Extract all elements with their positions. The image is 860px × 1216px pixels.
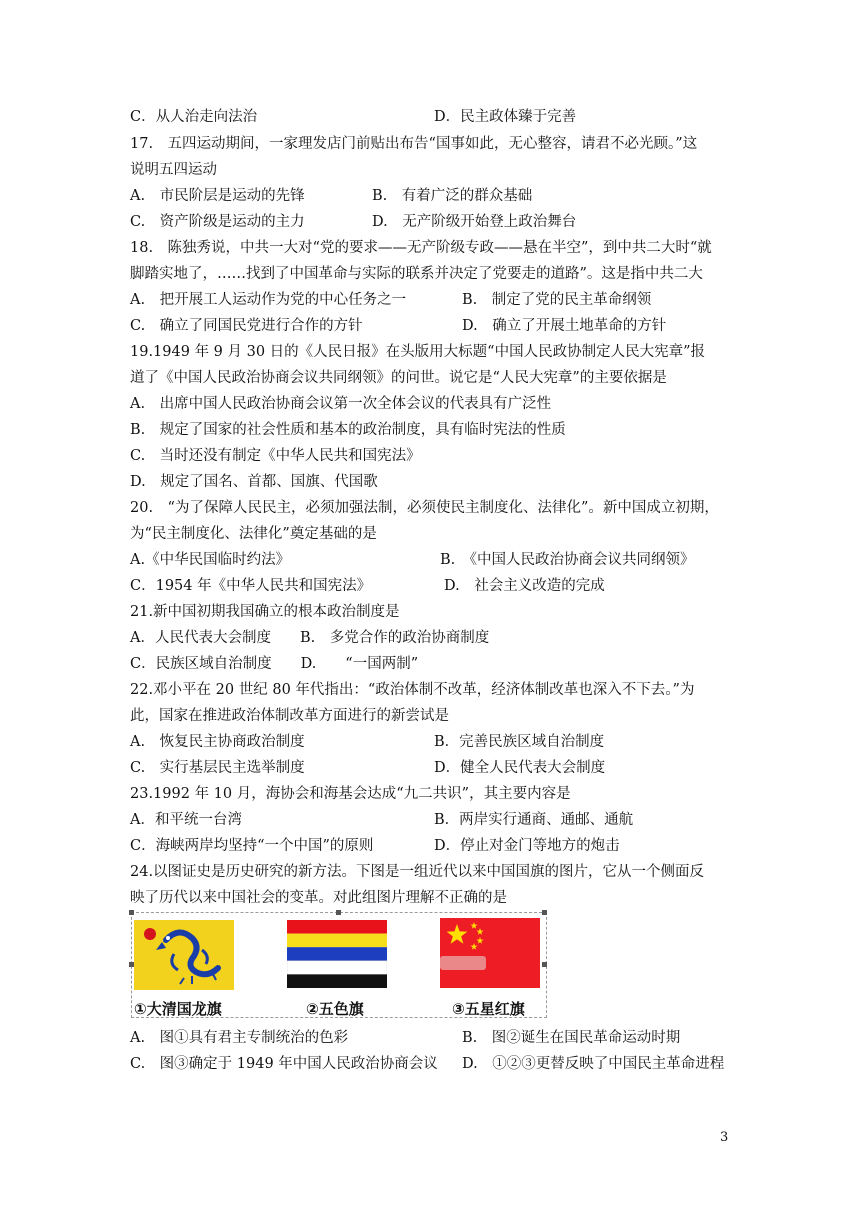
page-number: 3 — [720, 1130, 729, 1145]
question-20-option-a: A.《中华民国临时约法》 — [130, 552, 291, 568]
question-23-option-a: A．和平统一台湾 — [130, 812, 242, 828]
question-17-option-c: C. 资产阶级是运动的主力 — [130, 214, 305, 230]
question-18-stem-cont: 脚踏实地了，……找到了中国革命与实际的联系并决定了党要走的道路”。这是指中共二大 — [130, 266, 703, 282]
question-22-stem: 22.邓小平在 20 世纪 80 年代指出：“政治体制不改革，经济体制改革也深入不下去。”为 — [130, 682, 695, 698]
question-23-stem: 23.1992 年 10 月，海协会和海基会达成“九二共识”，其主要内容是 — [130, 786, 571, 802]
question-20-stem: 20. “为了保障人民民主，必须加强法制，必须使民主制度化、法律化”。新中国成立初期， — [130, 500, 719, 516]
five-color-flag-image — [287, 920, 387, 988]
question-19-option-d: D. 规定了国名、首都、国旗、代国歌 — [130, 474, 378, 490]
question-17-option-a: A. 市民阶层是运动的先锋 — [130, 188, 305, 204]
question-24-option-c: C. 图③确定于 1949 年中国人民政治协商会议 — [130, 1056, 438, 1072]
question-19-stem: 19.1949 年 9 月 30 日的《人民日报》在头版用大标题“中国人民政协制定人民大宪章”报 — [130, 344, 706, 360]
five-star-red-flag-image — [440, 918, 540, 988]
resize-handle-mr[interactable] — [542, 962, 547, 967]
question-19-option-a: A. 出席中国人民政治协商会议第一次全体会议的代表具有广泛性 — [130, 396, 552, 412]
question-22-option-c: C. 实行基层民主选举制度 — [130, 760, 305, 776]
question-20-option-d: D. 社会主义改造的完成 — [444, 578, 605, 594]
qing-dragon-flag-image — [134, 920, 234, 990]
question-22-option-d: D．健全人民代表大会制度 — [434, 760, 606, 776]
question-20-option-c: C．1954 年《中华人民共和国宪法》 — [130, 578, 372, 594]
question-18-stem: 18. 陈独秀说，中共一大对“党的要求——无产阶级专政——悬在半空”，到中共二大时“就 — [130, 240, 712, 256]
question-21-stem: 21.新中国初期我国确立的根本政治制度是 — [130, 604, 400, 620]
question-23-option-d: D．停止对金门等地方的炮击 — [434, 838, 620, 854]
question-22-option-b: B．完善民族区域自治制度 — [434, 734, 605, 750]
resize-handle-tl[interactable] — [129, 910, 134, 915]
flag-caption-2: ②五色旗 — [306, 1000, 364, 1018]
question-24-option-d: D. ①②③更替反映了中国民主革命进程 — [462, 1056, 725, 1072]
resize-handle-tr[interactable] — [542, 910, 547, 915]
flag-caption-1: ①大清国龙旗 — [134, 1000, 222, 1018]
question-24-stem: 24.以图证史是历史研究的新方法。下图是一组近代以来中国国旗的图片，它从一个侧面反 — [130, 864, 705, 880]
question-17-stem-cont: 说明五四运动 — [130, 162, 217, 178]
question-17-option-b: B. 有着广泛的群众基础 — [372, 188, 533, 204]
question-18-option-c: C. 确立了同国民党进行合作的方针 — [130, 318, 363, 334]
question-19-option-c: C. 当时还没有制定《中华人民共和国宪法》 — [130, 448, 421, 464]
question-18-option-a: A. 把开展工人运动作为党的中心任务之一 — [130, 292, 407, 308]
question-18-option-b: B. 制定了党的民主革命纲领 — [462, 292, 652, 308]
question-20-option-b: B. 《中国人民政治协商会议共同纲领》 — [440, 552, 695, 568]
resize-handle-tm[interactable] — [336, 910, 341, 915]
question-23-option-c: C．海峡两岸均坚持“一个中国”的原则 — [130, 838, 374, 854]
question-19-stem-cont: 道了《中国人民政治协商会议共同纲领》的问世。说它是“人民大宪章”的主要依据是 — [130, 370, 667, 386]
question-20-stem-cont: 为“民主制度化、法律化”奠定基础的是 — [130, 526, 377, 542]
option-c-prev: C．从人治走向法治 — [130, 109, 258, 125]
question-24-option-b: B. 图②诞生在国民革命运动时期 — [462, 1030, 681, 1046]
flag-caption-3: ③五星红旗 — [452, 1000, 525, 1018]
question-17-stem: 17. 五四运动期间，一家理发店门前贴出布告“国事如此，无心整容，请君不必光顾。”这 — [130, 136, 698, 152]
question-24-option-a: A. 图①具有君主专制统治的色彩 — [130, 1030, 349, 1046]
question-19-option-b: B. 规定了国家的社会性质和基本的政治制度，具有临时宪法的性质 — [130, 422, 566, 438]
option-d-prev: D．民主政体臻于完善 — [434, 109, 577, 125]
question-23-option-b: B．两岸实行通商、通邮、通航 — [434, 812, 634, 828]
question-22-stem-cont: 此，国家在推进政治体制改革方面进行的新尝试是 — [130, 708, 449, 724]
question-21-options-cd: C．民族区域自治制度 D. “一国两制” — [130, 656, 419, 672]
question-21-options-ab: A．人民代表大会制度 B. 多党合作的政治协商制度 — [130, 630, 490, 646]
question-18-option-d: D. 确立了开展土地革命的方针 — [462, 318, 667, 334]
question-22-option-a: A. 恢复民主协商政治制度 — [130, 734, 305, 750]
question-17-option-d: D. 无产阶级开始登上政治舞台 — [372, 214, 577, 230]
question-24-stem-cont: 映了历代以来中国社会的变革。对此组图片理解不正确的是 — [130, 890, 507, 906]
